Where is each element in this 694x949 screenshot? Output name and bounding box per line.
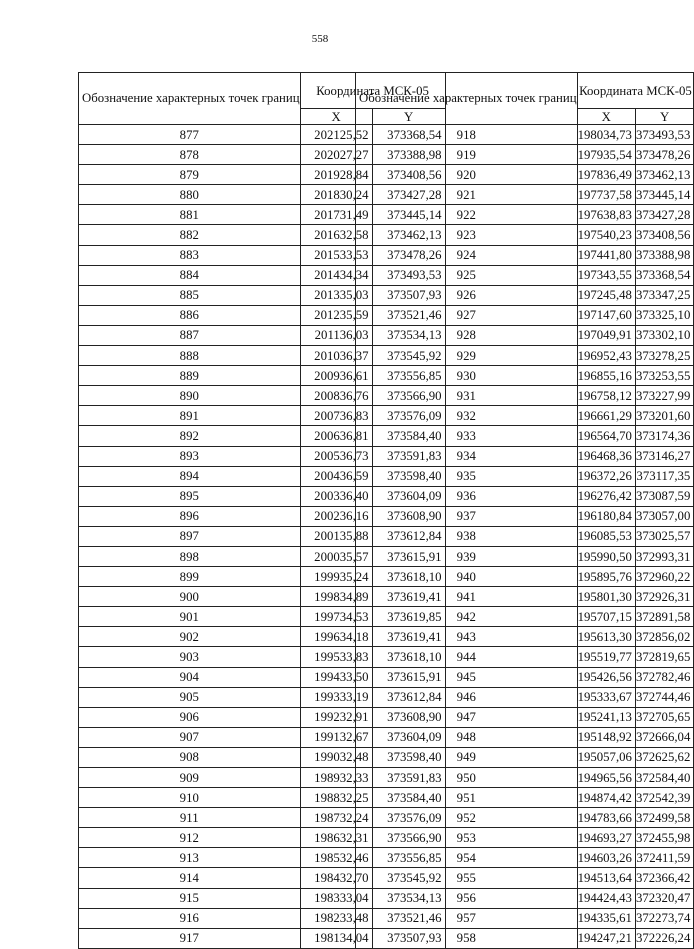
y-coordinate-cell: 373408,56	[635, 225, 693, 245]
point-number-cell: 891	[79, 406, 301, 426]
x-coordinate-cell: 200035,57	[300, 546, 372, 566]
point-number-cell: 923	[356, 225, 578, 245]
y-coordinate-cell: 373604,09	[372, 486, 445, 506]
y-coordinate-cell: 373576,09	[372, 406, 445, 426]
point-number-cell: 927	[356, 305, 578, 325]
table-row	[356, 627, 694, 647]
point-number-cell: 953	[356, 828, 578, 848]
y-coordinate-cell: 373598,40	[372, 466, 445, 486]
point-number-cell: 937	[356, 506, 578, 526]
x-coordinate-cell: 194783,66	[577, 808, 635, 828]
x-coordinate-cell: 196085,53	[577, 526, 635, 546]
point-number-cell: 894	[79, 466, 301, 486]
point-number-cell: 934	[356, 446, 578, 466]
x-coordinate-cell: 198732,24	[300, 808, 372, 828]
header-y: Y	[372, 109, 445, 125]
x-coordinate-cell: 196180,84	[577, 506, 635, 526]
y-coordinate-cell: 373598,40	[372, 747, 445, 767]
x-coordinate-cell: 196758,12	[577, 386, 635, 406]
x-coordinate-cell: 194335,61	[577, 908, 635, 928]
x-coordinate-cell: 197245,48	[577, 285, 635, 305]
y-coordinate-cell: 372744,46	[635, 687, 693, 707]
coordinates-table-right	[355, 72, 694, 949]
y-coordinate-cell: 373545,92	[372, 868, 445, 888]
point-number-cell: 950	[356, 768, 578, 788]
x-coordinate-cell: 194874,42	[577, 788, 635, 808]
y-coordinate-cell: 372856,02	[635, 627, 693, 647]
table-row	[356, 546, 694, 566]
x-coordinate-cell: 195613,30	[577, 627, 635, 647]
point-number-cell: 938	[356, 526, 578, 546]
point-number-cell: 907	[79, 727, 301, 747]
table-row	[356, 808, 694, 828]
table-row	[356, 265, 694, 285]
table-row	[356, 325, 694, 345]
y-coordinate-cell: 373278,25	[635, 346, 693, 366]
y-coordinate-cell: 373227,99	[635, 386, 693, 406]
point-number-cell: 904	[79, 667, 301, 687]
y-coordinate-cell: 373253,55	[635, 366, 693, 386]
y-coordinate-cell: 373462,13	[372, 225, 445, 245]
x-coordinate-cell: 195895,76	[577, 567, 635, 587]
y-coordinate-cell: 373619,41	[372, 587, 445, 607]
point-number-cell: 952	[356, 808, 578, 828]
y-coordinate-cell: 373445,14	[635, 185, 693, 205]
point-number-cell: 947	[356, 707, 578, 727]
y-coordinate-cell: 373534,13	[372, 888, 445, 908]
x-coordinate-cell: 197935,54	[577, 145, 635, 165]
y-coordinate-cell: 373174,36	[635, 426, 693, 446]
table-row	[356, 486, 694, 506]
table-row	[356, 607, 694, 627]
x-coordinate-cell: 200636,81	[300, 426, 372, 446]
x-coordinate-cell: 196855,16	[577, 366, 635, 386]
point-number-cell: 910	[79, 788, 301, 808]
point-number-cell: 935	[356, 466, 578, 486]
page-number: 558	[311, 33, 329, 45]
y-coordinate-cell: 373201,60	[635, 406, 693, 426]
x-coordinate-cell: 194247,21	[577, 928, 635, 948]
x-coordinate-cell: 197343,55	[577, 265, 635, 285]
table-row	[356, 245, 694, 265]
x-coordinate-cell: 195426,56	[577, 667, 635, 687]
y-coordinate-cell: 373325,10	[635, 305, 693, 325]
x-coordinate-cell: 198932,33	[300, 768, 372, 788]
x-coordinate-cell: 199132,67	[300, 727, 372, 747]
y-coordinate-cell: 373615,91	[372, 546, 445, 566]
point-number-cell: 936	[356, 486, 578, 506]
point-number-cell: 920	[356, 165, 578, 185]
y-coordinate-cell: 373618,10	[372, 567, 445, 587]
table-row	[356, 687, 694, 707]
x-coordinate-cell: 197638,83	[577, 205, 635, 225]
point-number-cell: 951	[356, 788, 578, 808]
point-number-cell: 913	[79, 848, 301, 868]
x-coordinate-cell: 201235,59	[300, 305, 372, 325]
point-number-cell: 886	[79, 305, 301, 325]
y-coordinate-cell: 373604,09	[372, 727, 445, 747]
y-coordinate-cell: 373087,59	[635, 486, 693, 506]
y-coordinate-cell: 373427,28	[372, 185, 445, 205]
point-number-cell: 926	[356, 285, 578, 305]
x-coordinate-cell: 195241,13	[577, 707, 635, 727]
table-row	[356, 406, 694, 426]
y-coordinate-cell: 372625,62	[635, 747, 693, 767]
table-row	[356, 366, 694, 386]
x-coordinate-cell: 199935,24	[300, 567, 372, 587]
point-number-cell: 931	[356, 386, 578, 406]
y-coordinate-cell: 373584,40	[372, 426, 445, 446]
point-number-cell: 958	[356, 928, 578, 948]
y-coordinate-cell: 373507,93	[372, 285, 445, 305]
y-coordinate-cell: 373556,85	[372, 848, 445, 868]
table-row	[356, 466, 694, 486]
y-coordinate-cell: 372960,22	[635, 567, 693, 587]
x-coordinate-cell: 196468,36	[577, 446, 635, 466]
table-row	[356, 165, 694, 185]
y-coordinate-cell: 373388,98	[635, 245, 693, 265]
table-row	[356, 426, 694, 446]
y-coordinate-cell: 373478,26	[372, 245, 445, 265]
y-coordinate-cell: 373302,10	[635, 325, 693, 345]
y-coordinate-cell: 373576,09	[372, 808, 445, 828]
point-number-cell: 884	[79, 265, 301, 285]
table-row	[356, 828, 694, 848]
point-number-cell: 905	[79, 687, 301, 707]
header-coordinate-system: Координата МСК-05	[300, 73, 445, 109]
point-number-cell: 921	[356, 185, 578, 205]
point-number-cell: 882	[79, 225, 301, 245]
y-coordinate-cell: 372584,40	[635, 768, 693, 788]
y-coordinate-cell: 373388,98	[372, 145, 445, 165]
header-coordinate-system: Координата МСК-05	[577, 73, 694, 109]
x-coordinate-cell: 197441,80	[577, 245, 635, 265]
x-coordinate-cell: 194693,27	[577, 828, 635, 848]
x-coordinate-cell: 200135,88	[300, 526, 372, 546]
y-coordinate-cell: 372226,24	[635, 928, 693, 948]
x-coordinate-cell: 198134,04	[300, 928, 372, 948]
table-row	[356, 285, 694, 305]
y-coordinate-cell: 373608,90	[372, 506, 445, 526]
point-number-cell: 888	[79, 346, 301, 366]
header-x: X	[577, 109, 635, 125]
x-coordinate-cell: 197147,60	[577, 305, 635, 325]
y-coordinate-cell: 372455,98	[635, 828, 693, 848]
x-coordinate-cell: 200236,16	[300, 506, 372, 526]
point-number-cell: 903	[79, 647, 301, 667]
x-coordinate-cell: 201335,03	[300, 285, 372, 305]
table-row	[356, 928, 694, 948]
x-coordinate-cell: 200436,59	[300, 466, 372, 486]
point-number-cell: 899	[79, 567, 301, 587]
point-number-cell: 943	[356, 627, 578, 647]
point-number-cell: 957	[356, 908, 578, 928]
point-number-cell: 914	[79, 868, 301, 888]
y-coordinate-cell: 373612,84	[372, 526, 445, 546]
point-number-cell: 902	[79, 627, 301, 647]
x-coordinate-cell: 200736,83	[300, 406, 372, 426]
y-coordinate-cell: 372320,47	[635, 888, 693, 908]
table-row	[356, 305, 694, 325]
header-point-label: Обозначение характерных точек границ	[79, 73, 301, 125]
table-row	[356, 185, 694, 205]
y-coordinate-cell: 373534,13	[372, 325, 445, 345]
point-number-cell: 909	[79, 768, 301, 788]
table-row	[356, 587, 694, 607]
x-coordinate-cell: 196952,43	[577, 346, 635, 366]
y-coordinate-cell: 373556,85	[372, 366, 445, 386]
point-number-cell: 912	[79, 828, 301, 848]
x-coordinate-cell: 202027,27	[300, 145, 372, 165]
header-y: Y	[635, 109, 693, 125]
x-coordinate-cell: 202125,52	[300, 125, 372, 145]
point-number-cell: 896	[79, 506, 301, 526]
point-number-cell: 944	[356, 647, 578, 667]
point-number-cell: 898	[79, 546, 301, 566]
y-coordinate-cell: 373566,90	[372, 386, 445, 406]
x-coordinate-cell: 197049,91	[577, 325, 635, 345]
y-coordinate-cell: 372993,31	[635, 546, 693, 566]
x-coordinate-cell: 199533,83	[300, 647, 372, 667]
table-row	[356, 526, 694, 546]
y-coordinate-cell: 372366,42	[635, 868, 693, 888]
point-number-cell: 883	[79, 245, 301, 265]
x-coordinate-cell: 197540,23	[577, 225, 635, 245]
x-coordinate-cell: 199232,91	[300, 707, 372, 727]
x-coordinate-cell: 196661,29	[577, 406, 635, 426]
point-number-cell: 918	[356, 125, 578, 145]
table-row	[356, 888, 694, 908]
point-number-cell: 911	[79, 808, 301, 828]
table-row	[356, 747, 694, 767]
y-coordinate-cell: 373566,90	[372, 828, 445, 848]
table-row	[356, 908, 694, 928]
table-row	[356, 848, 694, 868]
point-number-cell: 906	[79, 707, 301, 727]
point-number-cell: 933	[356, 426, 578, 446]
x-coordinate-cell: 200836,76	[300, 386, 372, 406]
point-number-cell: 908	[79, 747, 301, 767]
y-coordinate-cell: 373545,92	[372, 346, 445, 366]
point-number-cell: 928	[356, 325, 578, 345]
table-row	[356, 145, 694, 165]
x-coordinate-cell: 198233,48	[300, 908, 372, 928]
point-number-cell: 895	[79, 486, 301, 506]
point-number-cell: 939	[356, 546, 578, 566]
table-row	[356, 205, 694, 225]
x-coordinate-cell: 196372,26	[577, 466, 635, 486]
y-coordinate-cell: 373025,57	[635, 526, 693, 546]
point-number-cell: 893	[79, 446, 301, 466]
point-number-cell: 915	[79, 888, 301, 908]
point-number-cell: 877	[79, 125, 301, 145]
y-coordinate-cell: 373368,54	[635, 265, 693, 285]
point-number-cell: 889	[79, 366, 301, 386]
table-row	[356, 727, 694, 747]
y-coordinate-cell: 373521,46	[372, 908, 445, 928]
point-number-cell: 956	[356, 888, 578, 908]
y-coordinate-cell: 372891,58	[635, 607, 693, 627]
table-row	[356, 446, 694, 466]
x-coordinate-cell: 201830,24	[300, 185, 372, 205]
y-coordinate-cell: 373591,83	[372, 446, 445, 466]
x-coordinate-cell: 199734,53	[300, 607, 372, 627]
y-coordinate-cell: 373591,83	[372, 768, 445, 788]
x-coordinate-cell: 195707,15	[577, 607, 635, 627]
point-number-cell: 955	[356, 868, 578, 888]
x-coordinate-cell: 201632,58	[300, 225, 372, 245]
point-number-cell: 901	[79, 607, 301, 627]
point-number-cell: 890	[79, 386, 301, 406]
y-coordinate-cell: 373618,10	[372, 647, 445, 667]
table-row	[356, 667, 694, 687]
table-row	[356, 506, 694, 526]
y-coordinate-cell: 372666,04	[635, 727, 693, 747]
y-coordinate-cell: 372926,31	[635, 587, 693, 607]
x-coordinate-cell: 196564,70	[577, 426, 635, 446]
y-coordinate-cell: 373478,26	[635, 145, 693, 165]
point-number-cell: 924	[356, 245, 578, 265]
table-body-right	[356, 125, 694, 949]
x-coordinate-cell: 198632,31	[300, 828, 372, 848]
x-coordinate-cell: 198333,04	[300, 888, 372, 908]
x-coordinate-cell: 199634,18	[300, 627, 372, 647]
table-row	[356, 386, 694, 406]
point-number-cell: 945	[356, 667, 578, 687]
y-coordinate-cell: 372542,39	[635, 788, 693, 808]
y-coordinate-cell: 373368,54	[372, 125, 445, 145]
y-coordinate-cell: 373493,53	[372, 265, 445, 285]
point-number-cell: 925	[356, 265, 578, 285]
point-number-cell: 930	[356, 366, 578, 386]
x-coordinate-cell: 201036,37	[300, 346, 372, 366]
x-coordinate-cell: 195519,77	[577, 647, 635, 667]
point-number-cell: 917	[79, 928, 301, 948]
table-row	[356, 707, 694, 727]
table-row	[356, 868, 694, 888]
table-row	[356, 647, 694, 667]
header-x: X	[300, 109, 372, 125]
y-coordinate-cell: 372273,74	[635, 908, 693, 928]
x-coordinate-cell: 194603,26	[577, 848, 635, 868]
y-coordinate-cell: 373146,27	[635, 446, 693, 466]
y-coordinate-cell: 372499,58	[635, 808, 693, 828]
y-coordinate-cell: 373057,00	[635, 506, 693, 526]
x-coordinate-cell: 195333,67	[577, 687, 635, 707]
y-coordinate-cell: 373619,85	[372, 607, 445, 627]
point-number-cell: 932	[356, 406, 578, 426]
x-coordinate-cell: 198432,70	[300, 868, 372, 888]
x-coordinate-cell: 199834,89	[300, 587, 372, 607]
point-number-cell: 879	[79, 165, 301, 185]
x-coordinate-cell: 200336,40	[300, 486, 372, 506]
point-number-cell: 946	[356, 687, 578, 707]
x-coordinate-cell: 196276,42	[577, 486, 635, 506]
x-coordinate-cell: 200536,73	[300, 446, 372, 466]
x-coordinate-cell: 195148,92	[577, 727, 635, 747]
x-coordinate-cell: 195990,50	[577, 546, 635, 566]
point-number-cell: 887	[79, 325, 301, 345]
x-coordinate-cell: 200936,61	[300, 366, 372, 386]
point-number-cell: 881	[79, 205, 301, 225]
x-coordinate-cell: 197836,49	[577, 165, 635, 185]
point-number-cell: 922	[356, 205, 578, 225]
y-coordinate-cell: 373584,40	[372, 788, 445, 808]
point-number-cell: 942	[356, 607, 578, 627]
y-coordinate-cell: 373408,56	[372, 165, 445, 185]
x-coordinate-cell: 201928,84	[300, 165, 372, 185]
y-coordinate-cell: 373615,91	[372, 667, 445, 687]
y-coordinate-cell: 372819,65	[635, 647, 693, 667]
x-coordinate-cell: 194513,64	[577, 868, 635, 888]
table-row	[356, 788, 694, 808]
y-coordinate-cell: 373427,28	[635, 205, 693, 225]
x-coordinate-cell: 201731,49	[300, 205, 372, 225]
point-number-cell: 900	[79, 587, 301, 607]
y-coordinate-cell: 372411,59	[635, 848, 693, 868]
point-number-cell: 897	[79, 526, 301, 546]
y-coordinate-cell: 373493,53	[635, 125, 693, 145]
x-coordinate-cell: 198532,46	[300, 848, 372, 868]
point-number-cell: 878	[79, 145, 301, 165]
x-coordinate-cell: 194424,43	[577, 888, 635, 908]
y-coordinate-cell: 373462,13	[635, 165, 693, 185]
y-coordinate-cell: 373445,14	[372, 205, 445, 225]
x-coordinate-cell: 198832,25	[300, 788, 372, 808]
x-coordinate-cell: 201434,34	[300, 265, 372, 285]
x-coordinate-cell: 201136,03	[300, 325, 372, 345]
point-number-cell: 954	[356, 848, 578, 868]
y-coordinate-cell: 373521,46	[372, 305, 445, 325]
y-coordinate-cell: 372705,65	[635, 707, 693, 727]
point-number-cell: 916	[79, 908, 301, 928]
table-row	[356, 768, 694, 788]
point-number-cell: 885	[79, 285, 301, 305]
point-number-cell: 880	[79, 185, 301, 205]
x-coordinate-cell: 195057,06	[577, 747, 635, 767]
x-coordinate-cell: 198034,73	[577, 125, 635, 145]
table-row	[356, 346, 694, 366]
header-point-label: Обозначение характерных точек границ	[356, 73, 578, 125]
y-coordinate-cell: 373347,25	[635, 285, 693, 305]
point-number-cell: 892	[79, 426, 301, 446]
table-row	[356, 567, 694, 587]
x-coordinate-cell: 199333,19	[300, 687, 372, 707]
x-coordinate-cell: 199032,48	[300, 747, 372, 767]
point-number-cell: 949	[356, 747, 578, 767]
x-coordinate-cell: 194965,56	[577, 768, 635, 788]
point-number-cell: 948	[356, 727, 578, 747]
table-row	[356, 125, 694, 145]
y-coordinate-cell: 373608,90	[372, 707, 445, 727]
y-coordinate-cell: 373117,35	[635, 466, 693, 486]
point-number-cell: 940	[356, 567, 578, 587]
x-coordinate-cell: 201533,53	[300, 245, 372, 265]
y-coordinate-cell: 373619,41	[372, 627, 445, 647]
table-row	[356, 225, 694, 245]
y-coordinate-cell: 373507,93	[372, 928, 445, 948]
y-coordinate-cell: 372782,46	[635, 667, 693, 687]
x-coordinate-cell: 199433,50	[300, 667, 372, 687]
point-number-cell: 929	[356, 346, 578, 366]
x-coordinate-cell: 197737,58	[577, 185, 635, 205]
point-number-cell: 919	[356, 145, 578, 165]
x-coordinate-cell: 195801,30	[577, 587, 635, 607]
point-number-cell: 941	[356, 587, 578, 607]
y-coordinate-cell: 373612,84	[372, 687, 445, 707]
